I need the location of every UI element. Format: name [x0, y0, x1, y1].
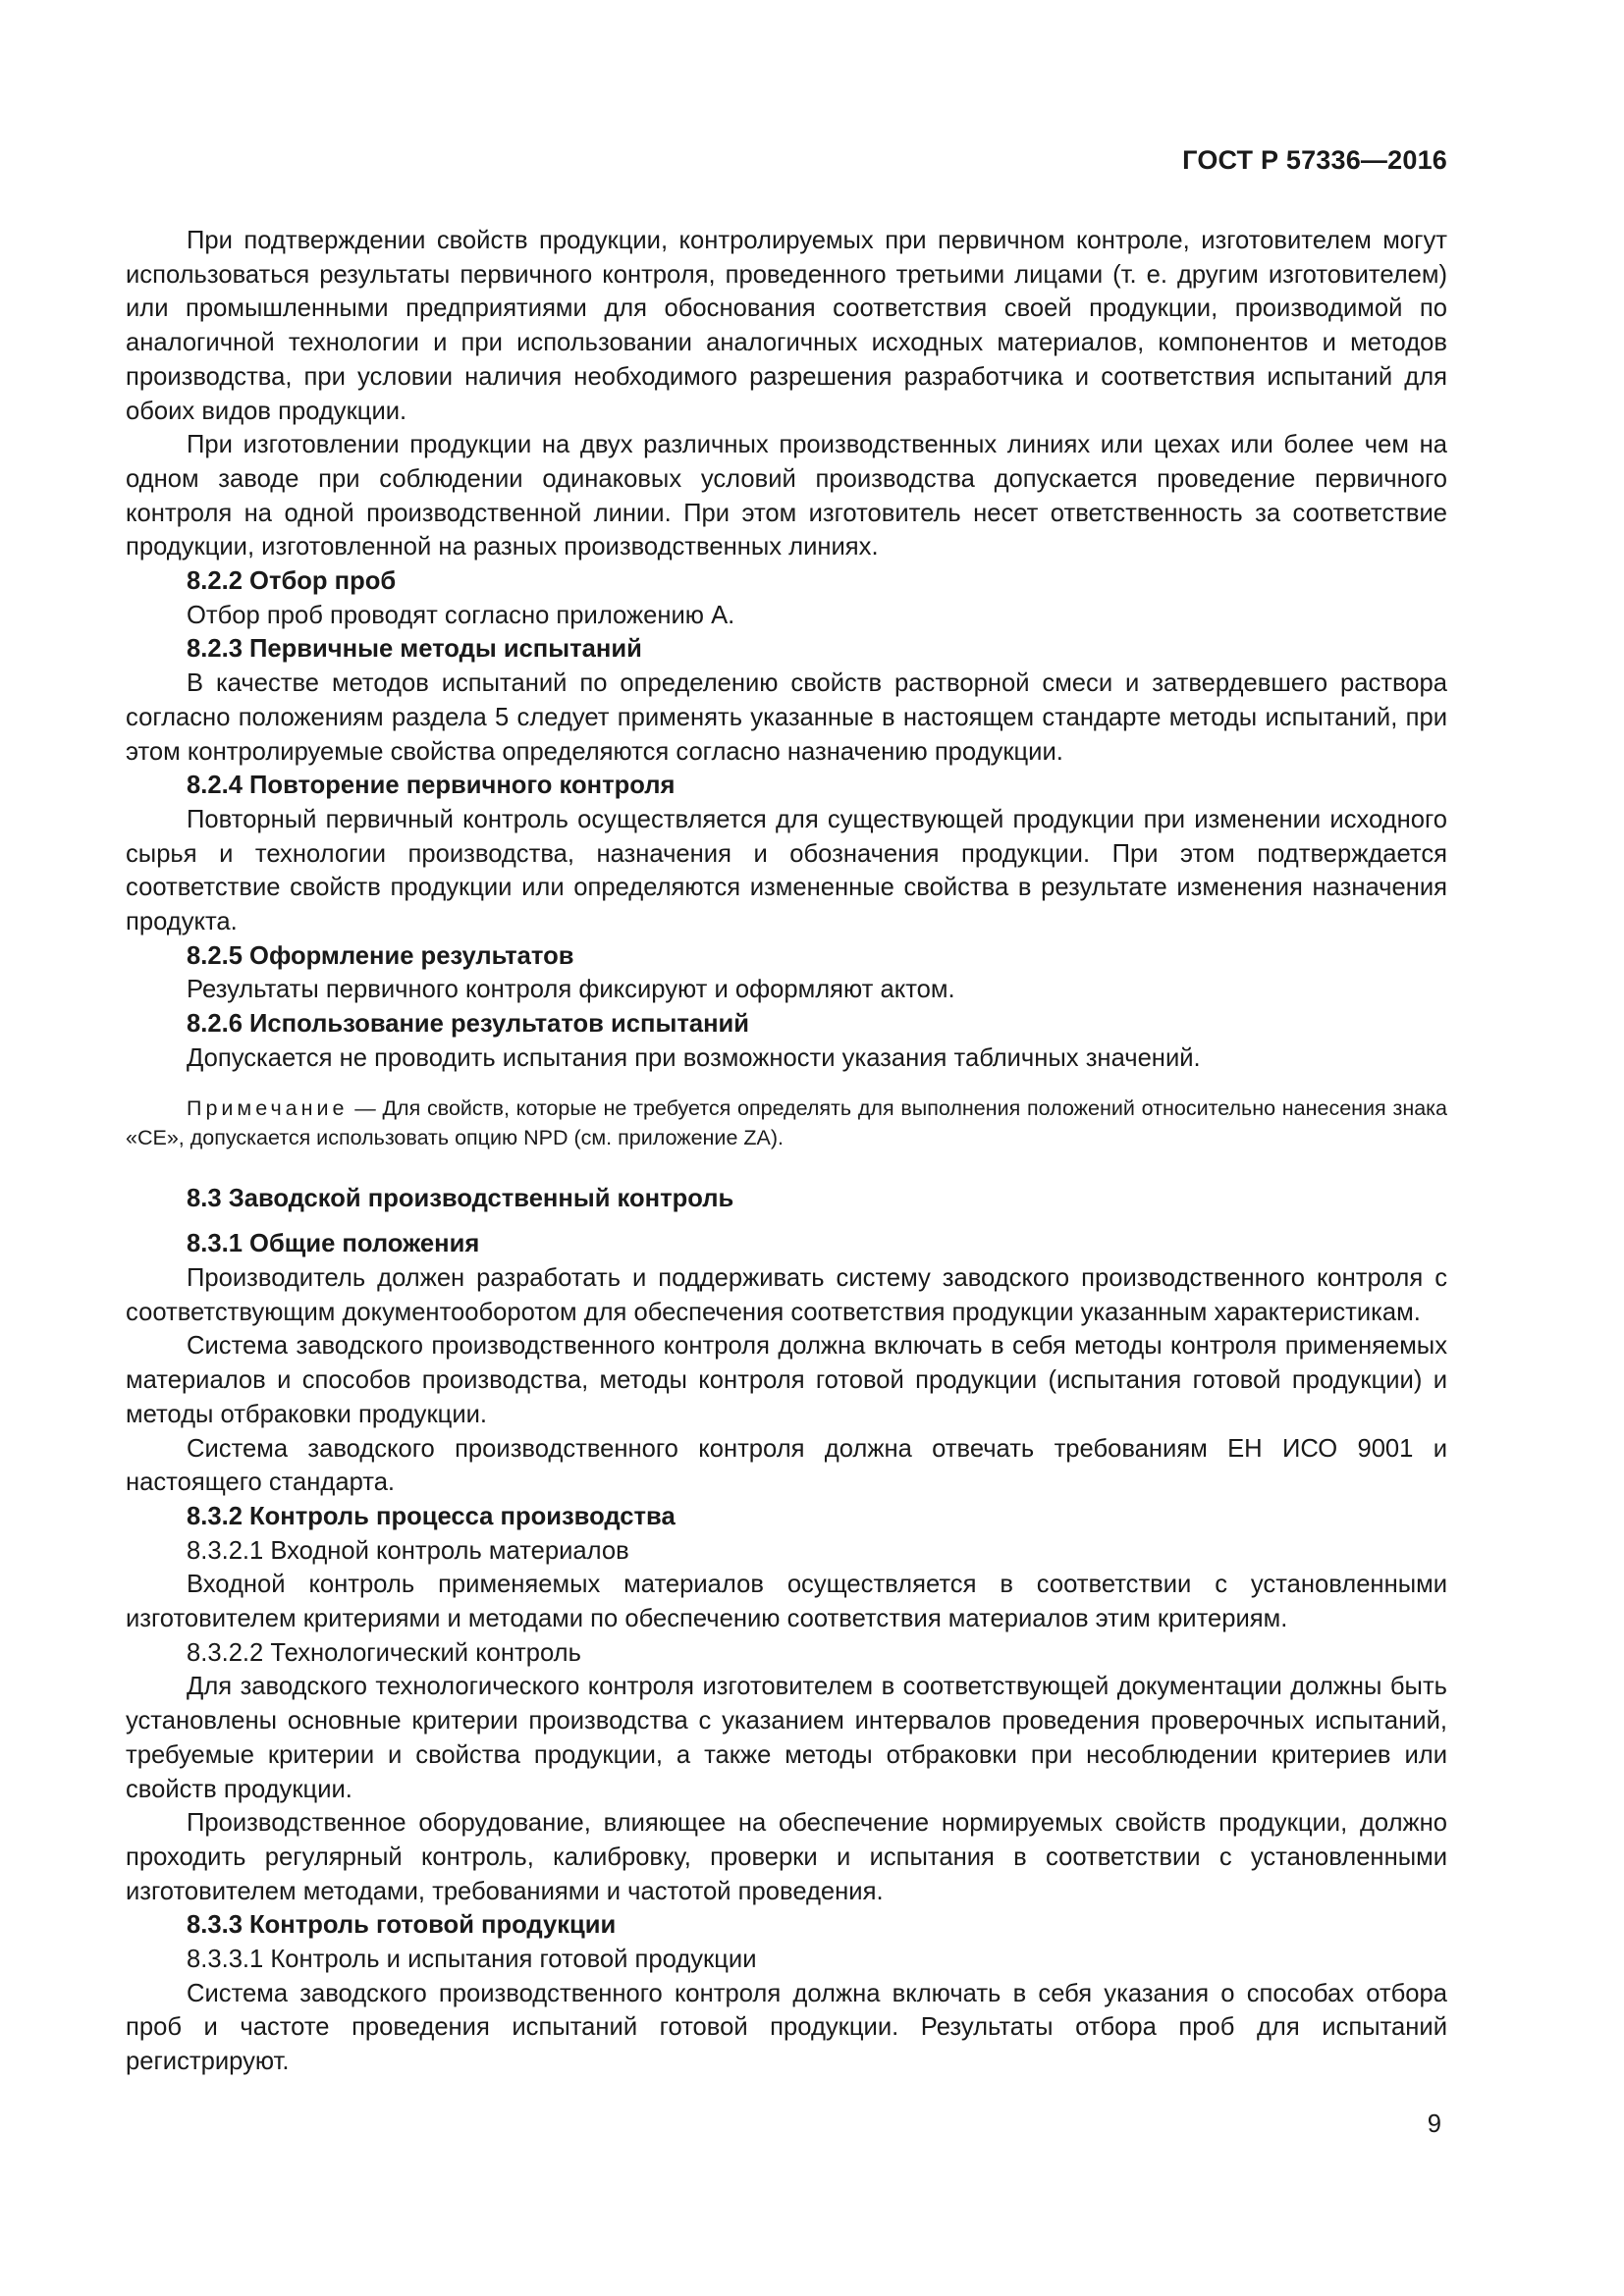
subsection-title: 8.3.2.1 Входной контроль материалов [187, 1536, 629, 1565]
section-heading: 8.3.3 Контроль готовой продукции [187, 1911, 617, 1940]
paragraph: Отбор проб проводят согласно приложению А. [187, 601, 735, 629]
section-heading: 8.3.2 Контроль процесса производства [187, 1502, 676, 1530]
paragraph: Производитель должен разработать и поддерживать систему заводского производственного контроля с соответствующим документооборотом для обеспечения соответствия продукции указанным характеристикам. [126, 1263, 1447, 1326]
paragraph: Допускается не проводить испытания при возможности указания табличных значений. [187, 1043, 1201, 1072]
paragraph: Результаты первичного контроля фиксируют и оформляют актом. [187, 976, 955, 1004]
paragraph: При изготовлении продукции на двух различных производственных линиях или цехах или более чем на одном заводе при соблюдении одинаковых условий производства допускается проведение первичного контроля на одной производственной линии. При этом изготовитель несет ответственность за соответствие продукции, изготовленной на разных производственных линиях. [126, 431, 1447, 561]
paragraph: Для заводского технологического контроля изготовителем в соответствующей документации должны быть установлены основные критерии производства с указанием интервалов проведения проверочных испытаний, требуемые критерии и свойства продукции, а также методы отбраковки при несоблюдении критериев или свойств продукции. [126, 1673, 1447, 1803]
paragraph: В качестве методов испытаний по определению свойств растворной смеси и затвердевшего раствора согласно положениям раздела 5 следует применять указанные в настоящем стандарте методы испытаний, при этом контролируемые свойства определяются согласно назначению продукции. [126, 669, 1447, 766]
subsection-title: 8.3.3.1 Контроль и испытания готовой продукции [187, 1946, 757, 1974]
page-number: 9 [1427, 2110, 1441, 2138]
document-header: ГОСТ Р 57336—2016 [1182, 145, 1447, 175]
section-heading: 8.3 Заводской производственный контроль [187, 1184, 734, 1212]
paragraph: Входной контроль применяемых материалов осуществляется в соответствии с установленными изготовителем критериями и методами по обеспечению соответствия материалов этим критериям. [126, 1571, 1447, 1633]
section-heading: 8.2.6 Использование результатов испытаний [187, 1010, 750, 1039]
paragraph: Система заводского производственного контроля должна отвечать требованиям ЕН ИСО 9001 и настоящего стандарта. [126, 1434, 1447, 1497]
section-heading: 8.3.1 Общие положения [187, 1230, 480, 1258]
document-body [126, 224, 1447, 2079]
paragraph: Производственное оборудование, влияющее на обеспечение нормируемых свойств продукции, должно проходить регулярный контроль, калибровку, проверки и испытания в соответствии с установленными изготовителем методами, требованиями и частотой проведения. [126, 1809, 1447, 1905]
section-heading: 8.2.2 Отбор проб [187, 567, 397, 596]
subsection-title: 8.3.2.2 Технологический контроль [187, 1638, 581, 1667]
paragraph: Система заводского производственного контроля должна включать в себя методы контроля применяемых материалов и способов производства, методы контроля готовой продукции (испытания готовой продукции) и методы отбраковки продукции. [126, 1332, 1447, 1428]
paragraph: Повторный первичный контроль осуществляется для существующей продукции при изменении исходного сырья и технологии производства, назначения и обозначения продукции. При этом подтверждается соответствие свойств продукции или определяются измененные свойства в результате изменения назначения продукта. [126, 805, 1447, 936]
note [126, 1094, 1447, 1152]
note-label: Примечание [187, 1095, 349, 1120]
paragraph: При подтверждении свойств продукции, контролируемых при первичном контроле, изготовителем могут использоваться результаты первичного контроля, проведенного третьими лицами (т. е. другим изготовителем) или промышленными предприятиями для обоснования соответствия своей продукции, производимой по аналогичной технологии и при использовании аналогичных исходных материалов, компонентов и методов производства, при условии наличия необходимого разрешения разработчика и соответствия испытаний для обоих видов продукции. [126, 227, 1447, 425]
paragraph: Система заводского производственного контроля должна включать в себя указания о способах отбора проб и частоте проведения испытаний готовой продукции. Результаты отбора проб для испытаний регистрируют. [126, 1979, 1447, 2076]
note-text: — Для свойств, которые не требуется определять для выполнения положений относительно нанесения знака «СЕ», допускается использовать опцию NPD (см. приложение ZA). [126, 1095, 1447, 1149]
section-heading: 8.2.5 Оформление результатов [187, 941, 574, 970]
section-heading: 8.2.3 Первичные методы испытаний [187, 635, 642, 664]
section-heading: 8.2.4 Повторение первичного контроля [187, 772, 676, 800]
